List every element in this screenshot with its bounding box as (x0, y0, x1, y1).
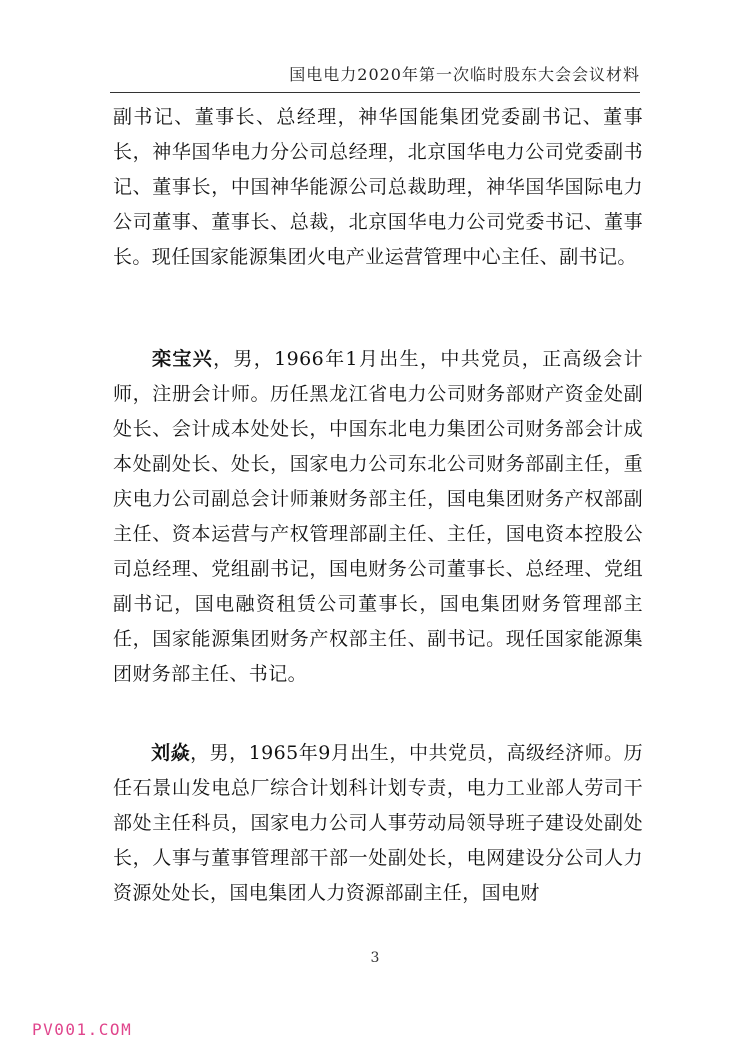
paragraph-text: ，男，1966年1月出生，中共党员，正高级会计师，注册会计师。历任黑龙江省电力公司财务部财产资金处副处长、会计成本处处长，中国东北电力集团公司财务部会计成本处副处长、处长，国家电力公司东北公司财务部副主任，重庆电力公司副总会计师兼财务部主任，国电集团财务产权部副主任、资本运营与产权管理部副主任、主任，国电资本控股公司总经理、党组副书记，国电财务公司董事长、总经理、党组副书记，国电融资租赁公司董事长，国电集团财务管理部主任，国家能源集团财务产权部主任、副书记。现任国家能源集团财务部主任、书记。 (113, 348, 643, 685)
person-name: 刘焱 (151, 742, 191, 764)
site-watermark: PV001.COM (32, 1020, 133, 1039)
page-header-title: 国电电力2020年第一次临时股东大会会议材料 (289, 65, 640, 84)
bio-paragraph-luan-baoxing (113, 342, 643, 692)
header-divider (110, 92, 640, 93)
bio-paragraph-continued (113, 100, 643, 275)
page-number: 3 (370, 950, 380, 966)
bio-paragraph-liu-yan (113, 736, 643, 911)
paragraph-text: 副书记、董事长、总经理，神华国能集团党委副书记、董事长，神华国华电力分公司总经理，北京国华电力公司党委副书记、董事长，中国神华能源公司总裁助理，神华国华国际电力公司董事、董事长、总裁，北京国华电力公司党委书记、董事长。现任国家能源集团火电产业运营管理中心主任、副书记。 (113, 106, 643, 268)
paragraph-text: ，男，1965年9月出生，中共党员，高级经济师。历任石景山发电总厂综合计划科计划专责，电力工业部人劳司干部处主任科员，国家电力公司人事劳动局领导班子建设处副处长，人事与董事管理部干部一处副处长，电网建设分公司人力资源处处长，国电集团人力资源部副主任，国电财 (113, 742, 643, 904)
person-name: 栾宝兴 (151, 348, 214, 370)
